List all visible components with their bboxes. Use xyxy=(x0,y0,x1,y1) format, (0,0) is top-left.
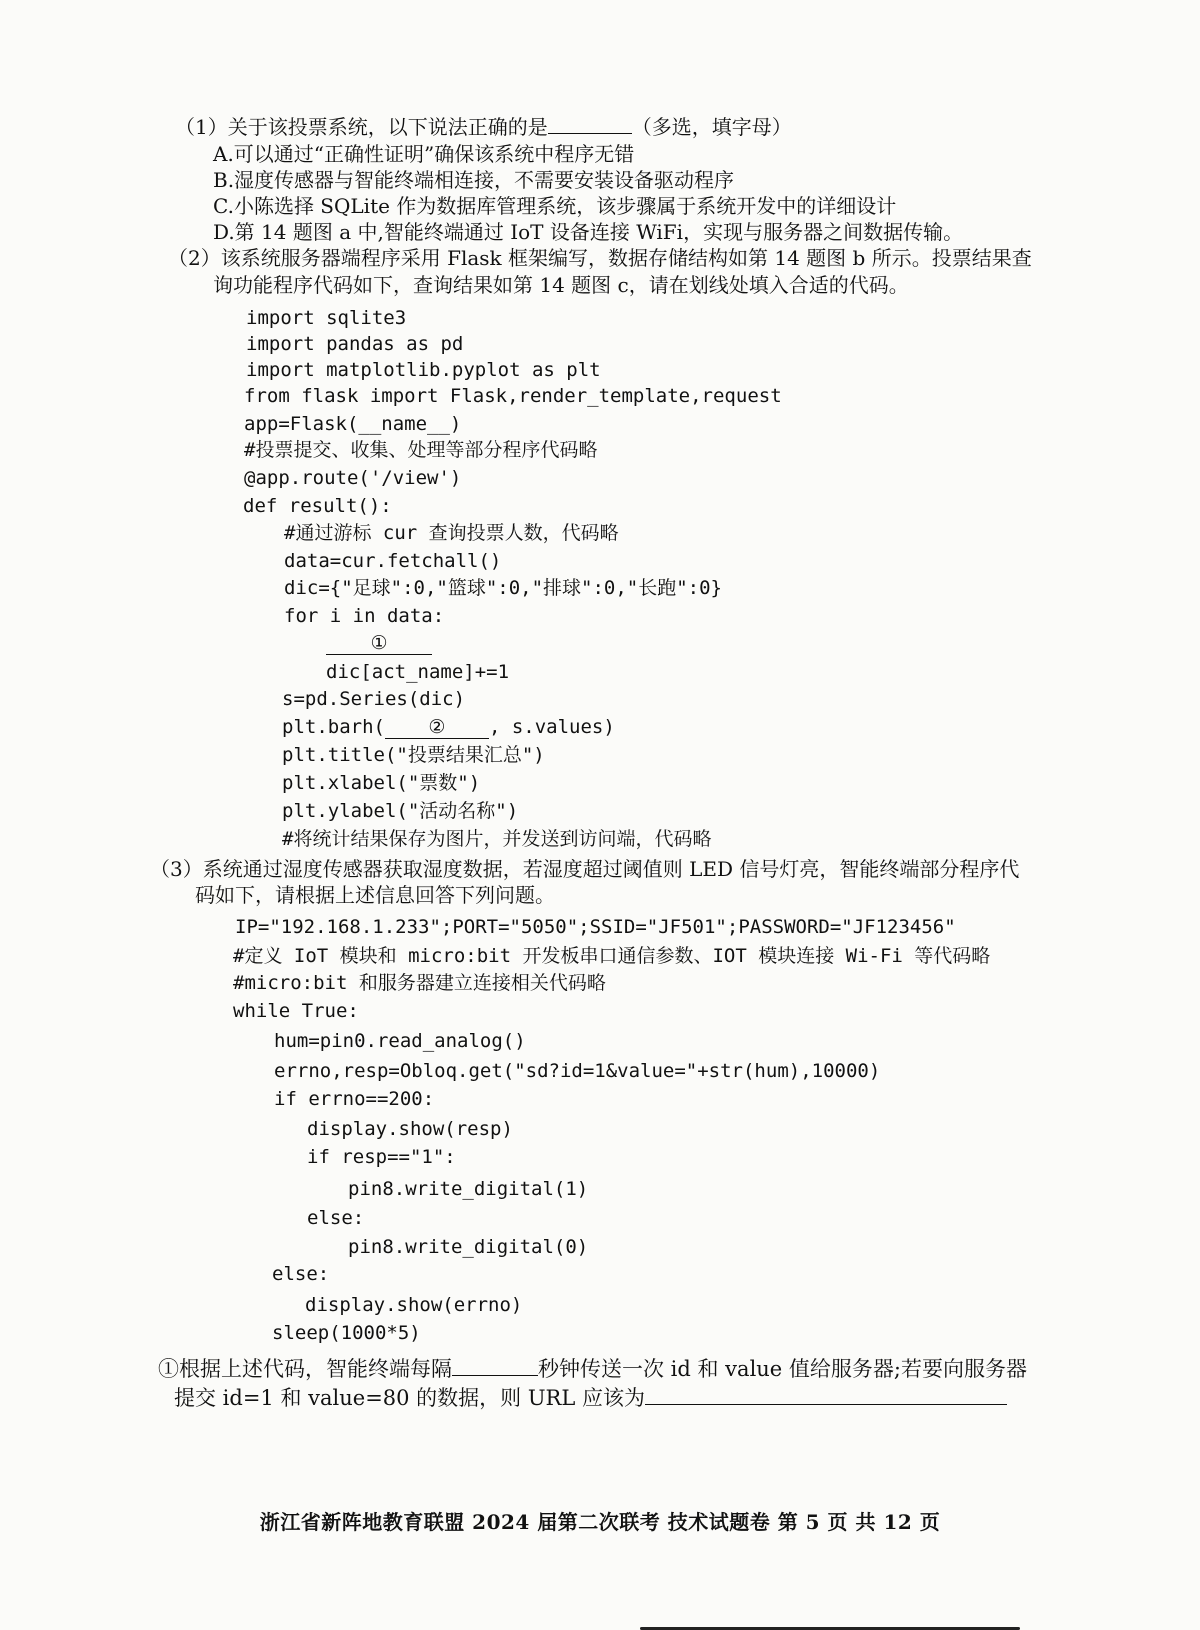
q3-code-line: display.show(errno) xyxy=(305,1294,523,1316)
q2-blank-2[interactable]: ② xyxy=(385,716,489,739)
q3-code-line: #micro:bit 和服务器建立连接相关代码略 xyxy=(233,972,606,994)
q2-code-line: s=pd.Series(dic) xyxy=(282,688,466,710)
q2-code-line: from flask import Flask,render_template,request xyxy=(244,385,782,407)
q2-code-line: plt.title("投票结果汇总") xyxy=(282,744,545,766)
q2-code-line: #通过游标 cur 查询投票人数，代码略 xyxy=(284,522,619,544)
q1-option-b: B.湿度传感器与智能终端相连接，不需要安装设备驱动程序 xyxy=(213,168,735,192)
q2-code-line: def result(): xyxy=(243,495,392,517)
q1-stem xyxy=(175,113,792,140)
q2-code-line: for i in data: xyxy=(284,605,445,627)
q2-code-line: dic[act_name]+=1 xyxy=(326,661,510,683)
q2-blank-1[interactable] xyxy=(326,630,432,656)
q3-sub1-line1 xyxy=(158,1355,1027,1382)
q2-code-line: #将统计结果保存为图片，并发送到访问端，代码略 xyxy=(282,828,712,850)
q1-option-d: D.第 14 题图 a 中,智能终端通过 IoT 设备连接 WiFi，实现与服务器之间数据传输。 xyxy=(213,220,964,244)
q3-stem-line1: （3）系统通过湿度传感器获取湿度数据，若湿度超过阈值则 LED 信号灯亮，智能终端部分程序代 xyxy=(150,857,1020,881)
q3-sub1-middle: 秒钟传送一次 id 和 value 值给服务器;若要向服务器 xyxy=(538,1357,1027,1381)
q2-stem-line2: 询功能程序代码如下，查询结果如第 14 题图 c，请在划线处填入合适的代码。 xyxy=(213,273,909,297)
q1-stem-prefix: （1）关于该投票系统，以下说法正确的是 xyxy=(175,115,548,139)
q3-code-line: hum=pin0.read_analog() xyxy=(274,1030,526,1052)
q1-stem-suffix: （多选，填字母） xyxy=(631,115,792,139)
q2-blank-1-label: ① xyxy=(326,632,432,655)
q1-option-a: A.可以通过“正确性证明”确保该系统中程序无错 xyxy=(213,142,635,166)
q2-barh-suffix: , s.values) xyxy=(488,716,615,738)
q3-code-line: while True: xyxy=(233,1000,359,1022)
q3-code-line: #定义 IoT 模块和 micro:bit 开发板串口通信参数、IOT 模块连接 Wi-Fi 等代码略 xyxy=(233,945,991,967)
page-footer: 浙江省新阵地教育联盟 2024 届第二次联考 技术试题卷 第 5 页 共 12 页 xyxy=(259,1510,941,1534)
q2-code-line: import pandas as pd xyxy=(246,333,464,355)
q3-code-line: display.show(resp) xyxy=(307,1118,513,1140)
q3-code-line: else: xyxy=(307,1207,365,1229)
q2-barh-prefix: plt.barh( xyxy=(282,716,385,738)
q3-code-line: errno,resp=Obloq.get("sd?id=1&value="+str(hum),10000) xyxy=(274,1060,881,1082)
q2-code-line: import sqlite3 xyxy=(246,307,407,329)
q2-code-line: import matplotlib.pyplot as plt xyxy=(246,359,601,381)
q3-code-line: else: xyxy=(272,1263,330,1285)
q2-code-line: @app.route('/view') xyxy=(244,467,462,489)
q3-sub1-prefix: ①根据上述代码，智能终端每隔 xyxy=(158,1357,452,1381)
q3-sub1-interval-blank[interactable] xyxy=(452,1355,538,1376)
q3-sub1-url-blank[interactable] xyxy=(645,1384,1007,1405)
q2-code-line: dic={"足球":0,"篮球":0,"排球":0,"长跑":0} xyxy=(284,577,722,599)
q3-sub1-line2 xyxy=(174,1384,1007,1411)
q2-code-line: plt.ylabel("活动名称") xyxy=(282,800,519,822)
q1-answer-blank[interactable] xyxy=(548,113,632,134)
q3-code-line: if errno==200: xyxy=(274,1088,435,1110)
q2-code-line: app=Flask(__name__) xyxy=(244,413,462,435)
q2-stem-line1: （2）该系统服务器端程序采用 Flask 框架编写，数据存储结构如第 14 题图 b 所示。投票结果查 xyxy=(168,246,1032,270)
q1-option-c: C.小陈选择 SQLite 作为数据库管理系统，该步骤属于系统开发中的详细设计 xyxy=(213,194,897,218)
q3-stem-line2: 码如下，请根据上述信息回答下列问题。 xyxy=(195,883,555,907)
q3-code-line: pin8.write_digital(0) xyxy=(348,1236,589,1258)
q3-code-line: pin8.write_digital(1) xyxy=(348,1178,589,1200)
q2-code-line: #投票提交、收集、处理等部分程序代码略 xyxy=(244,439,598,461)
q3-code-line: if resp=="1": xyxy=(307,1146,456,1168)
q2-barh-line xyxy=(282,714,615,740)
q2-code-line: data=cur.fetchall() xyxy=(284,550,502,572)
q3-code-line: IP="192.168.1.233";PORT="5050";SSID="JF501";PASSWORD="JF123456" xyxy=(235,916,956,938)
q2-code-line: plt.xlabel("票数") xyxy=(282,772,481,794)
q3-code-line: sleep(1000*5) xyxy=(272,1322,421,1344)
q3-sub1-line2-text: 提交 id=1 和 value=80 的数据，则 URL 应该为 xyxy=(174,1386,645,1410)
